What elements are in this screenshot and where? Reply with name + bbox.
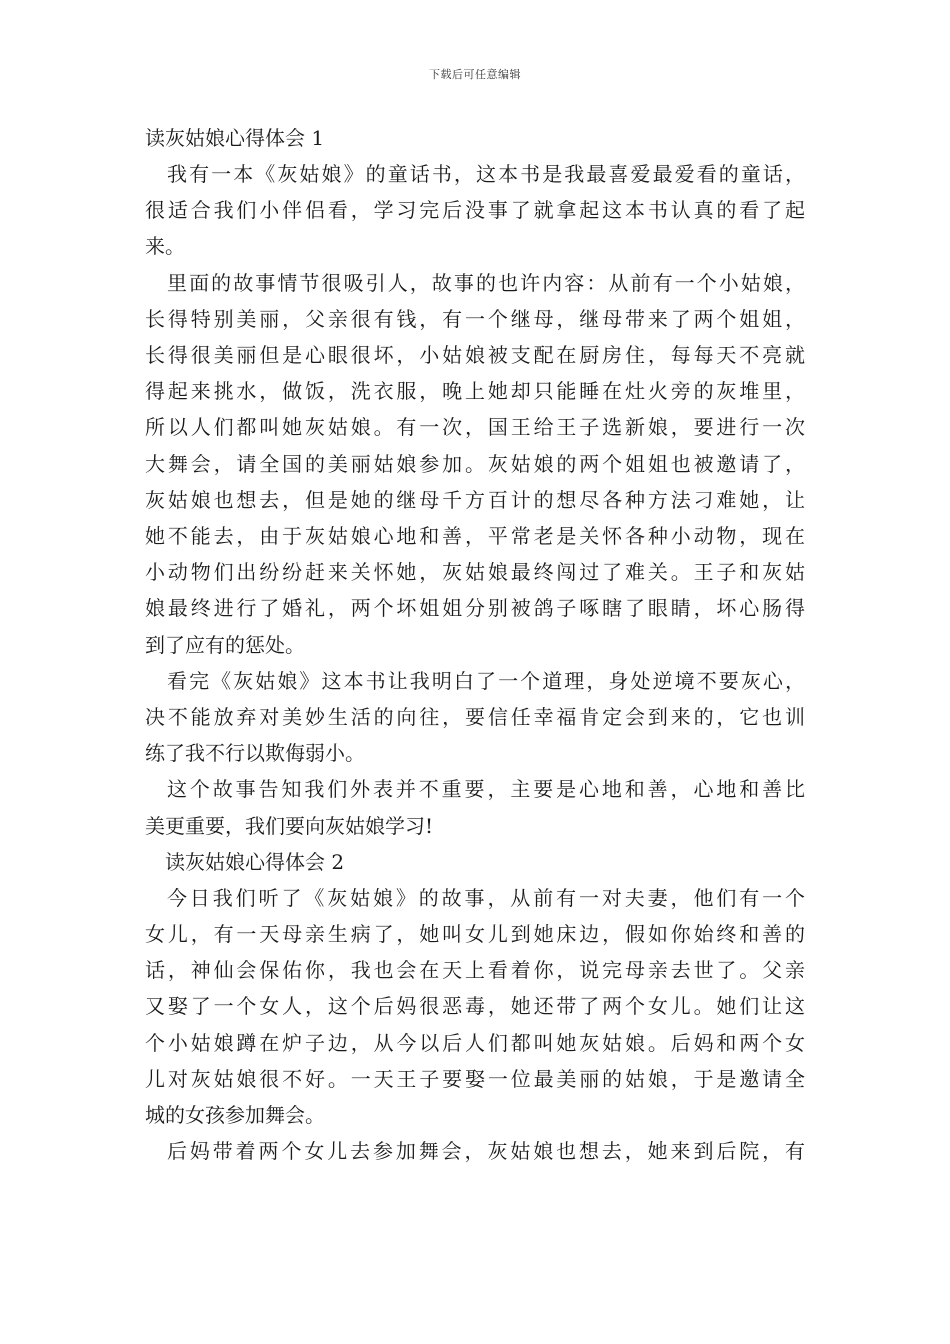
text-line: 女儿，有一天母亲生病了，她叫女儿到她床边，假如你始终和善的 [145, 922, 805, 947]
text-line: 到了应有的惩处。 [145, 632, 305, 657]
text-line: 灰姑娘也想去，但是她的继母千方百计的想尽各种方法刁难她，让 [145, 487, 805, 512]
text-line: 看完《灰姑娘》这本书让我明白了一个道理，身处逆境不要灰心， [167, 668, 805, 693]
paragraph [145, 771, 805, 843]
section-title: 读灰姑娘心得体会 1 [145, 126, 325, 150]
text-line: 城的女孩参加舞会。 [145, 1103, 325, 1128]
text-line: 来。 [145, 234, 185, 259]
text-line: 个小姑娘蹲在炉子边，从今以后人们都叫她灰姑娘。后妈和两个女 [145, 1030, 805, 1055]
page-header-note: 下载后可任意编辑 [429, 68, 521, 81]
text-line: 娘最终进行了婚礼，两个坏姐姐分别被鸽子啄瞎了眼睛，坏心肠得 [145, 596, 805, 621]
text-line: 得起来挑水，做饭，洗衣服，晚上她却只能睡在灶火旁的灰堆里， [145, 379, 805, 404]
text-line: 小动物们出纷纷赶来关怀她，灰姑娘最终闯过了难关。王子和灰姑 [145, 560, 805, 585]
paragraph [145, 156, 805, 265]
text-line: 今日我们听了《灰姑娘》的故事，从前有一对夫妻，他们有一个 [167, 885, 805, 910]
text-line: 又娶了一个女人，这个后妈很恶毒，她还带了两个女儿。她们让这 [145, 994, 805, 1019]
text-line: 这个故事告知我们外表并不重要，主要是心地和善，心地和善比 [167, 777, 805, 802]
text-line: 我有一本《灰姑娘》的童话书，这本书是我最喜爱最爱看的童话， [167, 162, 805, 186]
section-title: 读灰姑娘心得体会 2 [165, 849, 345, 874]
text-line: 话，神仙会保佑你，我也会在天上看着你，说完母亲去世了。父亲 [145, 958, 805, 983]
paragraph [145, 880, 805, 1133]
paragraph [145, 1133, 805, 1169]
document-body [145, 120, 805, 1169]
text-line: 决不能放弃对美妙生活的向往，要信任幸福肯定会到来的，它也训 [145, 705, 805, 730]
text-line: 美更重要，我们要向灰姑娘学习! [145, 813, 434, 838]
text-line: 练了我不行以欺侮弱小。 [145, 741, 365, 766]
text-line: 很适合我们小伴侣看，学习完后没事了就拿起这本书认真的看了起 [145, 198, 805, 223]
paragraph [145, 663, 805, 772]
text-line: 后妈带着两个女儿去参加舞会，灰姑娘也想去，她来到后院，有 [167, 1139, 805, 1164]
text-line: 里面的故事情节很吸引人，故事的也许内容：从前有一个小姑娘， [167, 270, 805, 295]
paragraph [145, 265, 805, 663]
text-line: 儿对灰姑娘很不好。一天王子要娶一位最美丽的姑娘，于是邀请全 [145, 1066, 805, 1091]
text-line: 她不能去，由于灰姑娘心地和善，平常老是关怀各种小动物，现在 [145, 524, 805, 549]
text-line: 长得很美丽但是心眼很坏，小姑娘被支配在厨房住，每每天不亮就 [145, 343, 805, 368]
text-line: 长得特别美丽，父亲很有钱，有一个继母，继母带来了两个姐姐， [145, 306, 805, 331]
text-line: 所以人们都叫她灰姑娘。有一次，国王给王子选新娘，要进行一次 [145, 415, 805, 440]
text-line: 大舞会，请全国的美丽姑娘参加。灰姑娘的两个姐姐也被邀请了， [145, 451, 805, 476]
